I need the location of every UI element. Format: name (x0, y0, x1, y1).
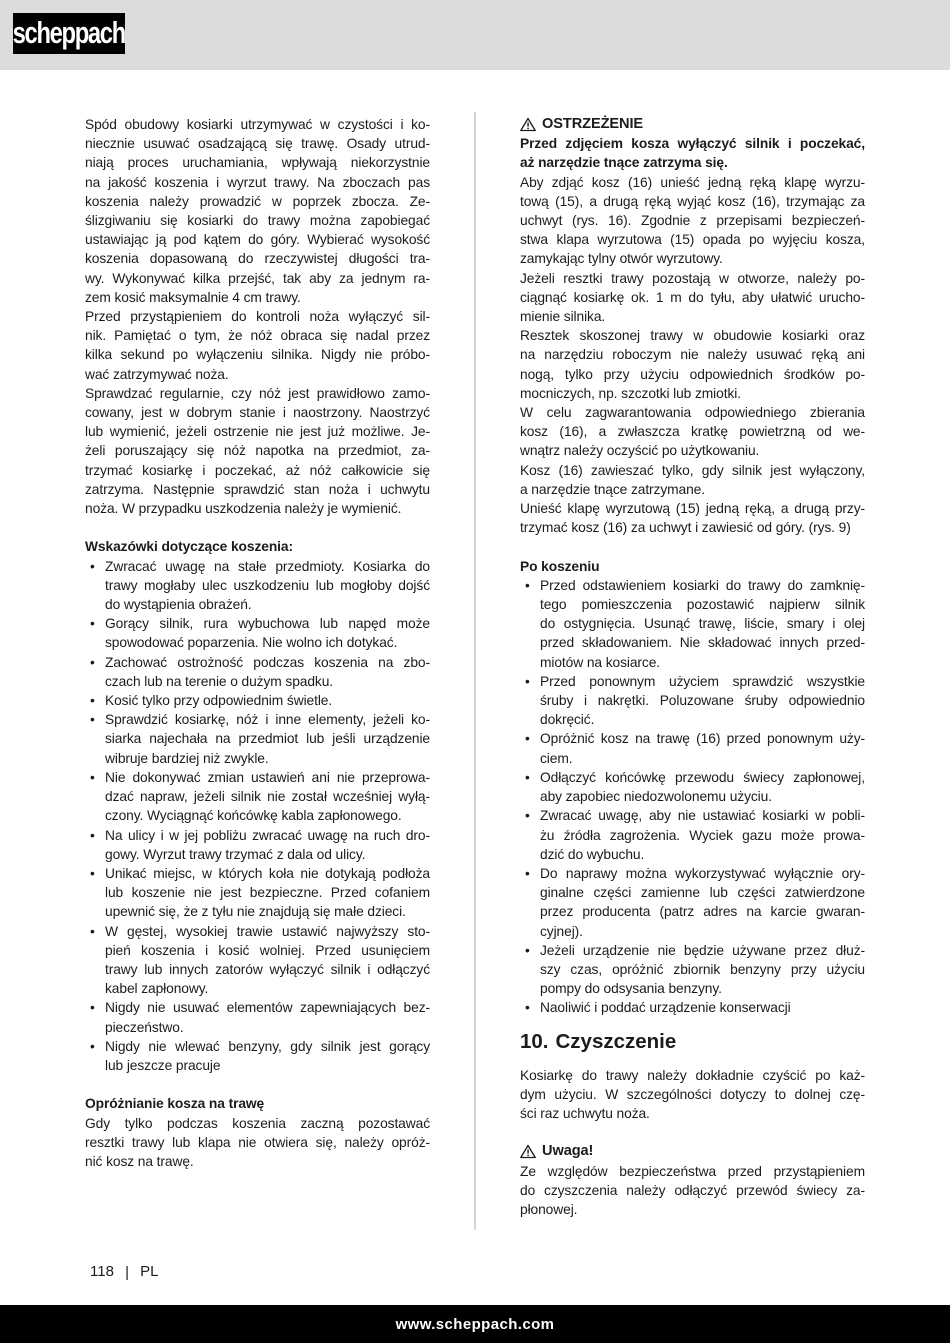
text-line: dzić do wybuchu. (540, 846, 645, 862)
list-item (520, 998, 865, 1017)
chapter-number: 10. (520, 1029, 549, 1053)
text-line: Kosiarkę do trawy należy dokładnie czyścić po każ- (520, 1067, 865, 1083)
text-line: Spód obudowy kosiarki utrzymywać w czystości i ko- (85, 117, 430, 132)
text-line: dokręcić. (540, 712, 595, 728)
text-line: Przed przystąpieniem do kontroli noża wyłączyć sil- (85, 309, 430, 325)
text-line: ustawiając ją pod kątem do góry. Wybierać wysokość (85, 232, 430, 248)
text-line: trzymać kosz (16) za uchwyt i zawiesić od góry. (rys. 9) (520, 520, 851, 536)
list-item (85, 557, 430, 615)
section-heading: Opróżnianie kosza na trawę (85, 1096, 265, 1112)
paragraph (85, 1114, 430, 1172)
text-line: • Jeżeli urządzenie nie będzie używane przez dłuż- (540, 942, 865, 958)
text-line: a narzędzie tnące zatrzymane. (520, 481, 705, 497)
text-line: lub jeszcze pracuje (105, 1057, 221, 1073)
column-divider (474, 112, 476, 1230)
list-item (520, 729, 865, 767)
text-line: Jeżeli resztki trawy pozostają w otworze, należy po- (520, 270, 865, 286)
warning-icon (520, 117, 536, 132)
paragraph (85, 307, 430, 384)
text-line: mocniczych, np. szczotki lub zmiotki. (520, 385, 741, 401)
text-line: wy. Wykonywać kilka przejść, tak aby za jednym ra- (85, 270, 430, 286)
text-line: koszenia należy prowadzić w poprzek zbocza. Ze- (85, 193, 430, 209)
bold-paragraph (520, 134, 865, 172)
text-line: mienie silnika. (520, 309, 606, 325)
list-item (85, 614, 430, 652)
text-line: czony. Wyciągnąć końcówkę kabla zapłonowego. (105, 808, 402, 824)
text-line: kabel zapłonowy. (105, 981, 209, 997)
text-line: niecznie usuwać osadzającą się trawę. Osady utrud- (85, 136, 430, 152)
text-line: aby zapobiec niedozwolonemu użyciu. (540, 789, 772, 805)
paragraph (520, 461, 865, 499)
website-url: www.scheppach.com (395, 1315, 555, 1333)
text-line: • Przed ponownym użyciem sprawdzić wszystkie (540, 673, 865, 689)
section-heading: Wskazówki dotyczące koszenia: (85, 539, 293, 555)
text-line: • Kosić tylko przy odpowiednim świetle. (105, 693, 333, 709)
text-line: śruby i nakrętki. Poluzowane śruby odpowiednio (540, 693, 865, 709)
header-bar (0, 0, 950, 70)
paragraph (85, 115, 430, 307)
text-line: tową (15), a drugą ręką wyjąć kosz (16), trzymając za (520, 193, 865, 209)
warning-heading-text: Uwaga! (542, 1143, 594, 1160)
text-line: przez producenta (patrz adres na karcie gwaran- (540, 904, 865, 920)
text-line: • Zwracać uwagę, aby nie ustawiać kosiarki w pobli- (540, 808, 865, 824)
text-line: ginalne części zamienne lub części zatwierdzone (540, 885, 865, 901)
text-line: lub koszenie nie jest bezpieczne. Przed cofaniem (105, 885, 430, 901)
text-line: pieczeństwo. (105, 1019, 184, 1035)
text-line: pompy do odsysania benzyny. (540, 981, 722, 997)
list-item (85, 1037, 430, 1075)
warning-heading-text: OSTRZEŻENIE (542, 116, 644, 132)
text-line: • Odłączyć końcówkę przewodu świecy zapłonowej, (540, 769, 865, 785)
text-line: nik. Pamiętać o tym, że nóż obraca się nadal przez (85, 328, 430, 344)
chapter-title: Czyszczenie (555, 1029, 677, 1053)
bullet-list (85, 557, 430, 1075)
paragraph (520, 1066, 865, 1124)
scheppach-logo (13, 13, 125, 54)
list-item (85, 710, 430, 768)
text-line: tego pomieszczenia pozostawić najpierw silnik (540, 597, 865, 613)
text-line: wać zatrzymywać noża. (85, 366, 229, 382)
text-line: • Sprawdzić kosiarkę, nóż i inne elementy, jeżeli ko- (105, 712, 430, 728)
spacer (520, 537, 865, 556)
list-item (85, 998, 430, 1036)
text-line: pień koszenia i kosić wolniej. Przed usunięciem (105, 942, 430, 958)
list-item (520, 768, 865, 806)
text-line: dym użyciu. W szczególności dotyczy to dolnej czę- (520, 1086, 865, 1102)
paragraph (520, 326, 865, 403)
paragraph (520, 173, 865, 269)
spacer (520, 1123, 865, 1142)
text-line: upewnić się, że z tyłu nie znajdują się małe dzieci. (105, 904, 406, 920)
text-line: ślizgiwaniu się kosiarki do trawy można zapobiegać (85, 213, 430, 229)
text-line: • Do naprawy można wykorzystywać wyłącznie ory- (540, 865, 865, 881)
text-line: na jakość koszenia i wyrzut trawy. Na zboczach pas (85, 174, 430, 190)
text-line: spowodować poparzenia. Nie wolno ich dotykać. (105, 635, 398, 651)
spacer (85, 1075, 430, 1094)
text-line: • Zachować ostrożność podczas koszenia na zbo- (105, 654, 430, 670)
text-line: na narzędziu roboczym nie należy usuwać ręką ani (520, 347, 865, 363)
page-number: 118 (90, 1263, 114, 1280)
text-line: • Na ulicy i w jej pobliżu zwracać uwagę na ruch dro- (105, 827, 430, 843)
language-code: PL (140, 1263, 159, 1280)
text-line: koszenia dopasowaną do rzeczywistej długości tra- (85, 251, 430, 267)
text-line: zatrzyma. Następnie sprawdzić stan noża i uchwytu (85, 481, 430, 497)
paragraph (520, 403, 865, 461)
text-line: przed składowaniem. Nie składować innych przed- (540, 635, 865, 651)
text-line: • Nigdy nie wlewać benzyny, gdy silnik jest gorący (105, 1038, 430, 1054)
spacer (520, 1018, 865, 1028)
text-line: Kosz (16) zawieszać tylko, gdy silnik jest wyłączony, (520, 462, 865, 478)
text-line: cyjnej). (540, 923, 583, 939)
text-line: • Naoliwić i poddać urządzenie konserwacji (540, 1000, 791, 1016)
paragraph (520, 499, 865, 537)
text-line: Aby zdjąć kosz (16) unieść jedną ręką klapę wyrzu- (520, 174, 865, 190)
logo-text: scheppach (13, 16, 125, 50)
page-info (90, 1263, 159, 1280)
text-line: • Unikać miejsc, w których koła nie dotykają podłoża (105, 865, 430, 881)
text-line: W celu zagwarantowania odpowiedniego zbierania (520, 405, 865, 421)
text-line: gowy. Wyrzut trawy trzymać z dala od ulicy. (105, 846, 366, 862)
list-item (520, 864, 865, 941)
text-line: ści raz uchwytu noża. (520, 1105, 650, 1121)
text-line: • Nigdy nie usuwać elementów zapewniających bez- (105, 1000, 430, 1016)
text-line: żeli poruszający się nóż napotka na przedmiot, za- (85, 443, 430, 459)
warning-icon (520, 1144, 536, 1159)
list-item (520, 672, 865, 730)
text-line: wibruje bardziej niż zwykle. (105, 750, 269, 766)
text-line: • Przed odstawieniem kosiarki do trawy do zamknię- (540, 577, 865, 593)
warning-heading (520, 1142, 865, 1161)
list-item (85, 768, 430, 826)
text-line: noża. W przypadku uszkodzenia należy je wymienić. (85, 501, 402, 517)
right-column (520, 115, 865, 1219)
warning-heading (520, 115, 865, 134)
text-line: • Opróżnić kosz na trawę (16) przed ponownym uży- (540, 731, 865, 747)
spacer (85, 518, 430, 537)
list-item (85, 691, 430, 710)
list-item (85, 653, 430, 691)
paragraph (520, 269, 865, 327)
chapter-heading (520, 1028, 865, 1056)
text-line: nić kosz na trawę. (85, 1153, 194, 1169)
text-line: szy czas, opróżnić zbiornik benzyny przy użyciu (540, 961, 865, 977)
list-item (85, 826, 430, 864)
text-line: trawy mogłaby ulec uszkodzeniu lub mogłoby dojść (105, 577, 430, 593)
list-item (520, 576, 865, 672)
text-line: dzać napraw, jeżeli silnik nie został wcześniej wyłą- (105, 789, 430, 805)
paragraph (520, 1162, 865, 1220)
text-line: zamykając tylny otwór wyrzutowy. (520, 251, 723, 267)
text-line: Gdy tylko podczas koszenia zaczną pozostawać (85, 1115, 430, 1131)
text-line: Sprawdzać regularnie, czy nóż jest prawidłowo zamo- (85, 385, 430, 401)
text-line: trzymać kosiarkę i poczekać, aż nóż całkowicie się (85, 462, 430, 478)
footer-bar (0, 1305, 950, 1343)
section-heading: Po koszeniu (520, 558, 600, 574)
text-line: do czyszczenia należy odłączyć przewód świecy za- (520, 1182, 865, 1198)
bullet-list (520, 576, 865, 1018)
list-item (85, 922, 430, 999)
text-line: do ostygnięcia. Usunąć trawę, liście, smary i olej (540, 616, 865, 632)
text-line: resztki trawy lub klapa nie otwiera się, należy opróż- (85, 1134, 430, 1150)
page-info-separator: | (125, 1264, 129, 1281)
text-line: żu źródła zagrożenia. Wyciek gazu może prowa- (540, 827, 865, 843)
text-line: Przed zdjęciem kosza wyłączyć silnik i poczekać, (520, 136, 865, 152)
text-line: lub wymienić, jeżeli ostrzenie nie jest już możliwe. Je- (85, 424, 430, 440)
text-line: cowany, jest w dobrym stanie i naostrzony. Naostrzyć (85, 405, 430, 421)
text-line: • Nie dokonywać zmian ustawień ani nie przeprowa- (105, 769, 430, 785)
text-line: miotów na kosiarce. (540, 654, 661, 670)
text-line: zem kosić maksymalnie 4 cm trawy. (85, 289, 301, 305)
text-line: wnątrz należy oczyścić po użytkowaniu. (520, 443, 760, 459)
text-line: czach lub na terenie o dużym spadku. (105, 673, 334, 689)
text-line: siarka najechała na przedmiot lub jeśli urządzenie (105, 731, 430, 747)
text-line: • Gorący silnik, rura wybuchowa lub napęd może (105, 616, 430, 632)
text-line: stwa klapa wyrzutowa (15) opada po wyjęciu kosza, (520, 232, 865, 248)
list-item (85, 864, 430, 922)
text-line: uchwyt (rys. 16). Zgodnie z przepisami bezpieczeń- (520, 213, 865, 229)
text-line: ciągnąć kosiarkę ok. 1 m do tyłu, aby ułatwić urucho- (520, 289, 865, 305)
text-line: aż narzędzie tnące zatrzyma się. (520, 155, 728, 171)
list-item (520, 941, 865, 999)
list-item (520, 806, 865, 864)
text-line: • W gęstej, wysokiej trawie ustawić najwyższy sto- (105, 923, 430, 939)
left-column (85, 115, 430, 1171)
text-line: kilka sekund po wyłączeniu silnika. Nigdy nie próbo- (85, 347, 430, 363)
text-line: Ze względów bezpieczeństwa przed przystąpieniem (520, 1163, 865, 1179)
text-line: trawy lub innych zatorów wyłączyć silnik i odłączyć (105, 961, 430, 977)
text-line: Unieść klapę wyrzutową (15) jedną ręką, a drugą przy- (520, 501, 865, 517)
text-line: nogą, tylko przy użyciu odpowiednich środków po- (520, 366, 865, 382)
text-line: Resztek skoszonej trawy w obudowie kosiarki oraz (520, 328, 865, 344)
text-line: płonowej. (520, 1201, 578, 1217)
spacer (520, 1056, 865, 1066)
text-line: niają proces uruchamiania, wpływają niekorzystnie (85, 155, 430, 171)
text-line: do wystąpienia obrażeń. (105, 597, 252, 613)
text-line: kosz (16), a zwłaszcza kratkę powietrzną od we- (520, 424, 865, 440)
text-line: ciem. (540, 750, 573, 766)
paragraph (85, 384, 430, 518)
text-line: • Zwracać uwagę na stałe przedmioty. Kosiarka do (105, 558, 430, 574)
